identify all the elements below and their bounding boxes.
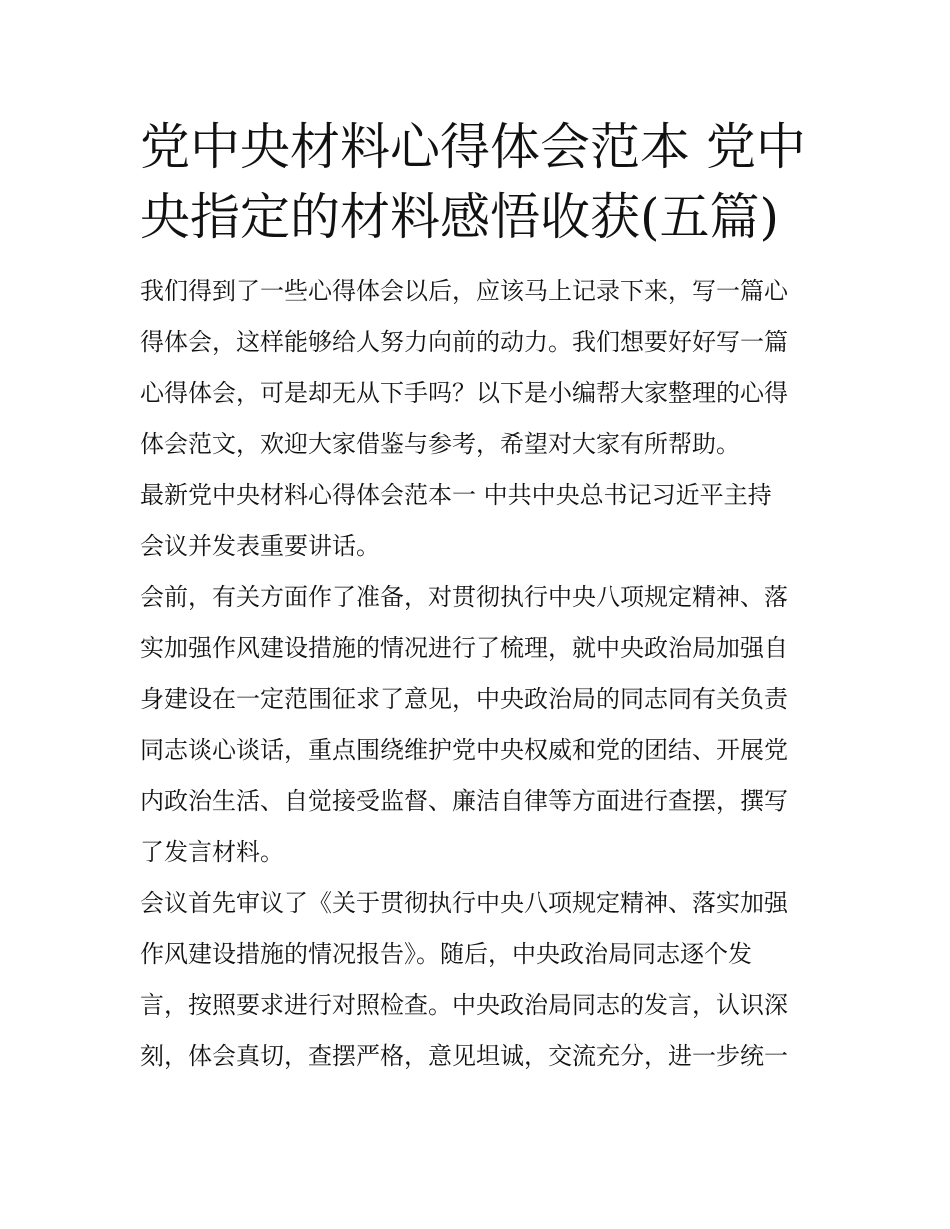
body-paragraph [140,572,815,878]
text-line: 体会范文，欢迎大家借鉴与参考，希望对大家有所帮助。 [140,430,740,458]
text-line: 实加强作风建设措施的情况进行了梳理，就中央政治局加强自 [140,634,788,662]
text-line: 会议首先审议了《关于贯彻执行中央八项规定精神、落实加强 [140,889,788,917]
title-line: 党中央材料心得体会范本 党中 [140,118,806,176]
document-title [140,112,815,252]
text-line: 刻，体会真切，查摆严格，意见坦诚，交流充分，进一步统一 [140,1042,788,1070]
text-line: 内政治生活、自觉接受监督、廉洁自律等方面进行查摆，撰写 [140,787,788,815]
text-line: 会议并发表重要讲话。 [140,532,380,560]
text-line: 作风建设措施的情况报告》。随后，中央政治局同志逐个发 [140,940,752,968]
text-line: 身建设在一定范围征求了意见，中央政治局的同志同有关负责 [140,685,788,713]
text-line: 了发言材料。 [140,838,284,866]
text-line: 心得体会，可是却无从下手吗？以下是小编帮大家整理的心得 [140,379,788,407]
text-line: 我们得到了一些心得体会以后，应该马上记录下来，写一篇心 [140,277,788,305]
title-line: 央指定的材料感悟收获(五篇) [140,188,780,246]
section-heading-paragraph [140,470,815,572]
document-body [140,112,815,1082]
text-line: 会前，有关方面作了准备，对贯彻执行中央八项规定精神、落 [140,583,788,611]
text-line: 最新党中央材料心得体会范本一 中共中央总书记习近平主持 [140,481,772,509]
intro-paragraph [140,266,815,470]
text-line: 得体会，这样能够给人努力向前的动力。我们想要好好写一篇 [140,328,788,356]
text-line: 言，按照要求进行对照检查。中央政治局同志的发言，认识深 [140,991,788,1019]
body-paragraph [140,878,815,1082]
text-line: 同志谈心谈话，重点围绕维护党中央权威和党的团结、开展党 [140,736,788,764]
